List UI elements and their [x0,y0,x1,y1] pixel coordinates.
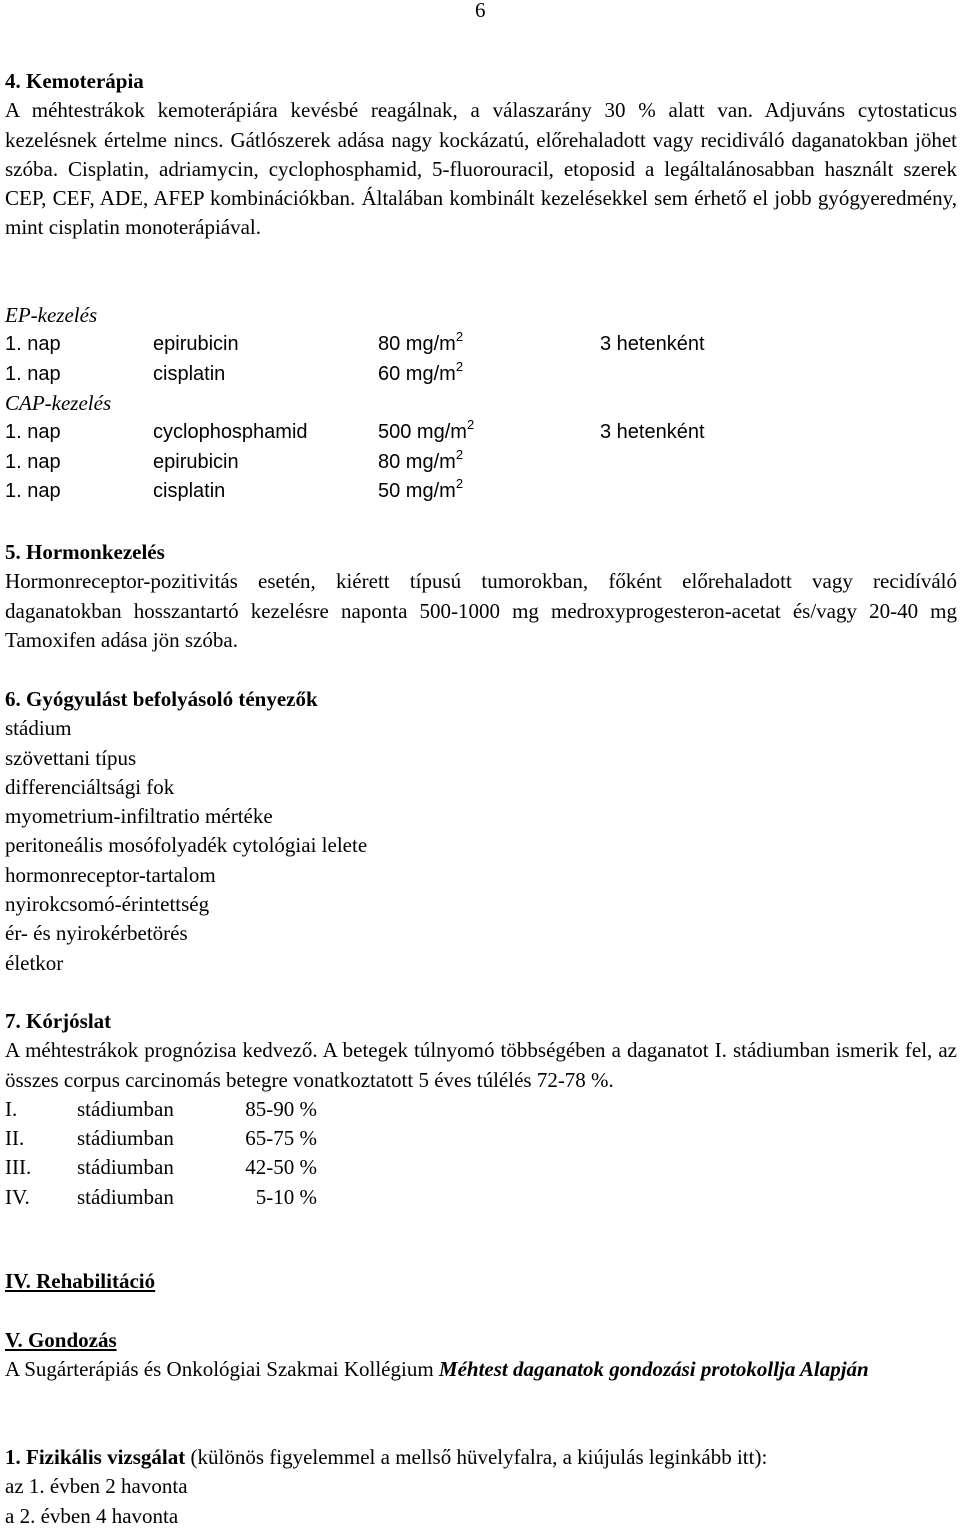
list-item: hormonreceptor-tartalom [5,862,216,887]
heading-note: (különös figyelemmel a mellső hüvelyfalra, a kiújulás leginkább itt): [185,1445,768,1469]
protocol-title: Méhtest daganatok gondozási protokollja Alapján [438,1357,869,1382]
regimen-frequency: 3 hetenként [600,421,705,444]
regimen-dose [378,418,600,447]
regimen-drug: cisplatin [153,362,226,385]
stage-survival: 42-50 % [245,1155,317,1180]
dose-exponent: 2 [455,446,464,462]
list-item: differenciáltsági fok [5,774,175,799]
regimen-drug: epirubicin [153,333,239,356]
regimen-dose [378,360,600,389]
regimen-dose [378,448,600,477]
list-item: szövettani típus [5,745,137,770]
section-rehabilitacio [5,1267,957,1296]
regimen-row [5,360,957,389]
gondozas-intro: A Sugárterápiás és Onkológiai Szakmai Kollégium [5,1357,439,1382]
list-item: myometrium-infiltratio mértéke [5,804,273,829]
section-heading: IV. Rehabilitáció [5,1269,156,1293]
regimen-title: CAP-kezelés [5,391,112,415]
regimen-ep [5,301,957,389]
section-kemoterapia [5,67,957,243]
stage-row [5,1124,957,1153]
page-number: 6 [475,0,486,22]
dose-value: 80 mg/m [378,450,456,473]
list-item: életkor [5,950,64,975]
regimen-dose [378,330,600,359]
regimen-row [5,477,957,506]
dose-exponent: 2 [455,358,464,374]
section-hormonkezeles [5,538,957,655]
stage-row [5,1095,957,1124]
section-korjoslat [5,1007,957,1212]
section-tenyezok [5,685,957,978]
regimen-title: EP-kezelés [5,303,98,327]
dose-exponent: 2 [455,329,464,345]
stage-survival: 5-10 % [255,1184,317,1209]
section-paragraph: A méhtestrákok kemoterápiára kevésbé reagálnak, a válaszarány 30 % alatt van. Adjuváns cytostaticus kezelésnek értelme nincs. Gátlószerek adása nagy kockázatú, előrehaladott vagy recidiváló daganatokban jöhet szóba. Cisplatin, adriamycin, cyclophosphamid, 5-fluorouracil, etoposid a legáltalánosabban használt szerek CEP, CEF, ADE, AFEP kombinációkban. Általában kombinált kezelésekkel sem érhető el jobb gyógyeredmény, mint cisplatin monoterápiával. [5,98,957,240]
section-heading: V. Gondozás [5,1328,117,1352]
stage-row [5,1153,957,1182]
stage-survival: 65-75 % [245,1126,317,1151]
section-heading: 4. Kemoterápia [5,69,144,93]
regimen-day: 1. nap [5,362,61,385]
regimen-frequency: 3 hetenként [600,333,705,356]
dose-exponent: 2 [466,417,475,433]
regimen-day: 1. nap [5,333,61,356]
stage-label: stádiumban [77,1096,174,1121]
section-paragraph: A méhtestrákok prognózisa kedvező. A betegek túlnyomó többségében a daganatot I. stádiumban ismerik fel, az összes corpus carcinomás betegre vonatkoztatott 5 éves túlélés 72-78 %. [5,1038,957,1092]
list-item: a 2. évben 4 havonta [5,1503,179,1528]
section-heading: 7. Kórjóslat [5,1009,112,1033]
stage-row [5,1183,957,1212]
stage-number: III. [5,1155,32,1180]
dose-exponent: 2 [455,475,464,491]
list-item: ér- és nyirokérbetörés [5,921,188,946]
regimen-drug: epirubicin [153,450,239,473]
regimen-dose [378,477,600,506]
stage-number: II. [5,1126,25,1151]
dose-value: 60 mg/m [378,362,456,385]
section-heading-line [5,1443,957,1472]
regimen-drug: cisplatin [153,479,226,502]
stage-number: I. [5,1096,18,1121]
stage-label: stádiumban [77,1184,174,1209]
list-item: az 1. évben 2 havonta [5,1474,188,1499]
section-paragraph: Hormonreceptor-pozitivitás esetén, kiérett típusú tumorokban, főként előrehaladott vagy recidíváló daganatokban hosszantartó kezelésre naponta 500-1000 mg medroxyprogesteron-acetat és/vagy 20-40 mg Tamoxifen adása jön szóba. [5,569,957,652]
regimen-cap [5,389,957,506]
dose-value: 500 mg/m [378,421,467,444]
section-heading: 5. Hormonkezelés [5,540,165,564]
regimen-row [5,448,957,477]
list-item: nyirokcsomó-érintettség [5,892,210,917]
section-paragraph [5,1355,957,1384]
section-heading: 1. Fizikális vizsgálat [5,1445,186,1469]
dose-value: 80 mg/m [378,333,456,356]
stage-label: stádiumban [77,1126,174,1151]
regimen-row [5,330,957,359]
regimen-day: 1. nap [5,479,61,502]
regimen-drug: cyclophosphamid [153,421,308,444]
dose-value: 50 mg/m [378,479,456,502]
regimen-row [5,418,957,447]
stage-survival: 85-90 % [245,1096,317,1121]
regimen-day: 1. nap [5,450,61,473]
stage-label: stádiumban [77,1155,174,1180]
regimen-day: 1. nap [5,421,61,444]
section-fizikalis [5,1443,957,1531]
list-item: stádium [5,716,72,741]
section-heading: 6. Gyógyulást befolyásoló tényezők [5,687,318,711]
stage-number: IV. [5,1184,30,1209]
list-item: peritoneális mosófolyadék cytológiai lelete [5,833,368,858]
section-gondozas [5,1326,957,1385]
